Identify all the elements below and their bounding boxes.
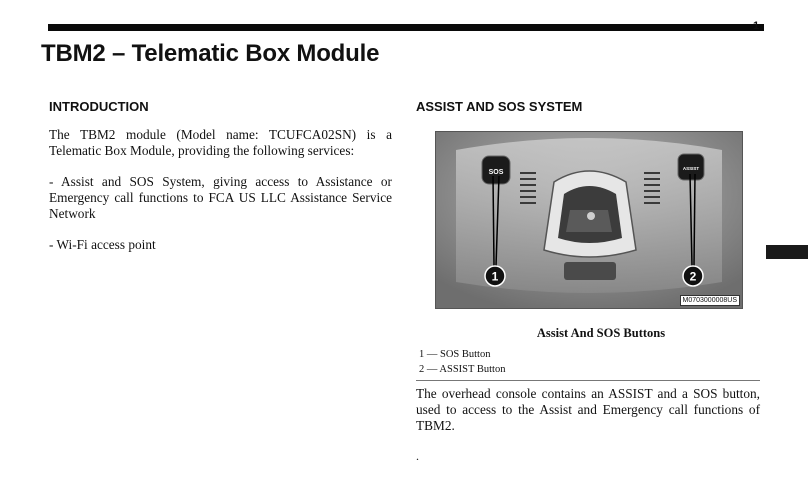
assist-sos-heading: ASSIST AND SOS SYSTEM bbox=[416, 99, 583, 114]
page-title: TBM2 – Telematic Box Module bbox=[41, 40, 380, 67]
introduction-heading: INTRODUCTION bbox=[49, 99, 149, 114]
header-rule bbox=[48, 24, 764, 31]
figure-code: M0703000008US bbox=[680, 295, 741, 306]
overhead-console-figure bbox=[435, 131, 743, 309]
callout-1-label: 1 bbox=[491, 269, 499, 284]
intro-paragraph: The TBM2 module (Model name: TCUFCA02SN) is a Telematic Box Module, providing the following services: bbox=[49, 127, 392, 158]
intro-service-assist-sos: - Assist and SOS System, giving access to Assistance or Emergency call functions to FCA US LLC Assistance Service Network bbox=[49, 174, 392, 221]
intro-service-wifi: - Wi-Fi access point bbox=[49, 237, 156, 252]
assist-button-label: ASSIST bbox=[682, 166, 700, 171]
legend-item-sos: 1 — SOS Button bbox=[419, 349, 491, 360]
introduction-column bbox=[49, 99, 392, 268]
legend-divider bbox=[416, 380, 760, 381]
section-thumb-tab bbox=[766, 245, 808, 259]
figure-caption: Assist And SOS Buttons bbox=[536, 326, 666, 340]
callout-2-label: 2 bbox=[689, 269, 697, 284]
legend-item-assist: 2 — ASSIST Button bbox=[419, 364, 506, 375]
trailing-mark: . bbox=[416, 449, 419, 463]
assist-sos-column bbox=[416, 99, 760, 464]
assist-sos-description: The overhead console contains an ASSIST and a SOS button, used to access to the Assist and Emergency call functions of TBM2. bbox=[416, 386, 760, 433]
page-number: 1 bbox=[753, 20, 760, 32]
overhead-console-illustration bbox=[436, 132, 742, 308]
sos-button-label: SOS bbox=[488, 169, 504, 176]
